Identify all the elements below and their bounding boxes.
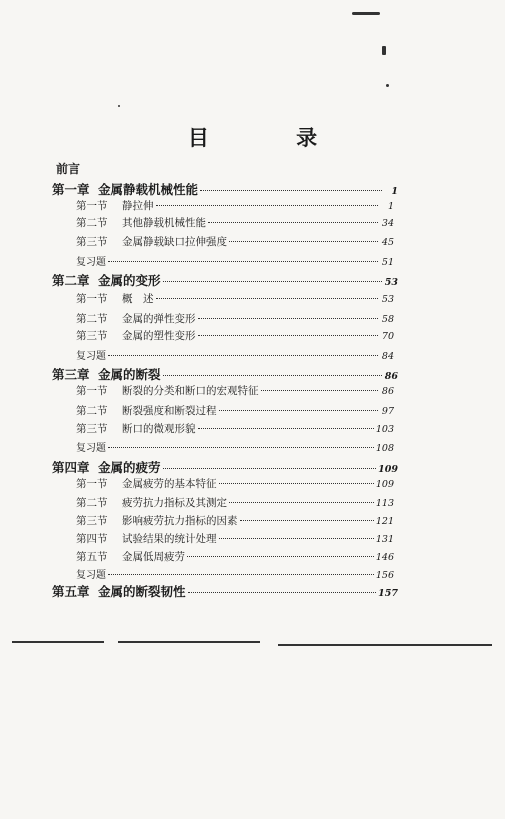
entry-title: 金属的断裂 (98, 367, 161, 382)
toc-section (76, 198, 394, 213)
toc-section (76, 549, 394, 564)
entry-title: 疲劳抗力指标及其测定 (122, 497, 227, 509)
dot-leader (188, 592, 377, 593)
dot-leader (163, 281, 382, 282)
page-number: 146 (375, 552, 394, 563)
toc-section (76, 234, 394, 249)
entry-number: 第一节 (76, 478, 108, 490)
entry-number: 第一节 (76, 385, 108, 397)
entry-number: 第一节 (76, 200, 108, 212)
page-number: 51 (381, 257, 394, 268)
entry-number: 第三节 (76, 423, 108, 435)
page-number: 1 (391, 186, 398, 197)
dot-leader (219, 410, 379, 411)
page-number: 70 (381, 331, 394, 342)
dot-leader (187, 556, 374, 557)
toc-section (76, 513, 394, 528)
dot-leader (198, 428, 374, 429)
entry-title: 概 述 (122, 293, 154, 305)
dot-leader (198, 318, 379, 319)
toc-chapter (52, 458, 398, 476)
dot-leader (219, 483, 374, 484)
dot-leader (108, 574, 374, 575)
dot-leader (156, 298, 379, 299)
dot-leader (108, 261, 378, 262)
toc-exercise (76, 347, 394, 362)
toc-exercise (76, 566, 394, 581)
entry-title: 断口的微观形貌 (122, 423, 196, 435)
page-number: 97 (381, 406, 394, 417)
entry-number: 第二节 (76, 313, 108, 325)
toc-exercise (76, 439, 394, 454)
entry-title: 静拉伸 (122, 200, 154, 212)
scan-speck (386, 84, 389, 87)
entry-number: 第三节 (76, 330, 108, 342)
entry-number: 第四节 (76, 533, 108, 545)
toc-exercise (76, 253, 394, 268)
entry-number: 第二节 (76, 497, 108, 509)
dot-leader (219, 538, 374, 539)
dot-leader (198, 335, 379, 336)
preface-entry: 前言 (56, 162, 81, 176)
divider-line (12, 641, 104, 643)
toc-section (76, 215, 394, 230)
toc-section (76, 531, 394, 546)
entry-title: 影响疲劳抗力指标的因素 (122, 515, 238, 527)
toc-section (76, 476, 394, 491)
dot-leader (163, 375, 382, 376)
dot-leader (208, 222, 378, 223)
entry-title: 复习题 (76, 443, 106, 454)
page-number: 1 (387, 201, 394, 212)
entry-number: 第四章 (52, 460, 90, 475)
page-number: 58 (381, 314, 394, 325)
dot-leader (108, 355, 378, 356)
dot-leader (200, 190, 382, 191)
dot-leader (261, 390, 379, 391)
entry-number: 第二节 (76, 217, 108, 229)
entry-title: 金属静载机械性能 (98, 182, 199, 197)
page-number: 84 (381, 351, 394, 362)
page-number: 45 (381, 237, 394, 248)
page-number: 109 (378, 464, 398, 475)
entry-title: 复习题 (76, 257, 106, 268)
toc-section (76, 403, 394, 418)
toc-section (76, 311, 394, 326)
entry-title: 金属的弹性变形 (122, 313, 196, 325)
entry-title: 试验结果的统计处理 (122, 533, 217, 545)
entry-number: 第三章 (52, 367, 90, 382)
dot-leader (229, 241, 378, 242)
toc-chapter (52, 365, 398, 383)
dot-leader (240, 520, 374, 521)
entry-title: 其他静载机械性能 (122, 217, 206, 229)
scan-speck (352, 12, 380, 15)
entry-number: 第一节 (76, 293, 108, 305)
dot-leader (156, 205, 379, 206)
toc-chapter (52, 271, 398, 289)
entry-title: 复习题 (76, 570, 106, 581)
toc-section (76, 495, 394, 510)
scan-speck (118, 105, 120, 107)
page-number: 121 (375, 516, 394, 527)
entry-title: 金属疲劳的基本特征 (122, 478, 217, 490)
page-number: 86 (381, 386, 394, 397)
page-number: 109 (375, 479, 394, 490)
entry-number: 第二章 (52, 273, 90, 288)
page-number: 157 (378, 588, 398, 599)
page-number: 113 (375, 498, 394, 509)
page-number: 86 (384, 371, 398, 382)
divider-line (118, 641, 260, 643)
entry-title: 金属静载缺口拉伸强度 (122, 236, 227, 248)
page-number: 108 (375, 443, 394, 454)
entry-title: 金属的断裂韧性 (98, 584, 186, 599)
dot-leader (108, 447, 374, 448)
dot-leader (229, 502, 374, 503)
entry-number: 第一章 (52, 182, 90, 197)
toc-section (76, 421, 394, 436)
entry-title: 金属的疲劳 (98, 460, 161, 475)
entry-number: 第三节 (76, 515, 108, 527)
entry-title: 断裂强度和断裂过程 (122, 405, 217, 417)
page-title: 目 录 (187, 125, 358, 150)
entry-number: 第二节 (76, 405, 108, 417)
toc-section (76, 291, 394, 306)
entry-title: 金属低周疲劳 (122, 551, 185, 563)
entry-title: 断裂的分类和断口的宏观特征 (122, 385, 259, 397)
toc-chapter (52, 582, 398, 600)
entry-number: 第五章 (52, 584, 90, 599)
scan-speck (382, 46, 386, 55)
page-number: 131 (375, 534, 394, 545)
page-number: 103 (375, 424, 394, 435)
toc-chapter (52, 180, 398, 198)
entry-number: 第三节 (76, 236, 108, 248)
entry-title: 复习题 (76, 351, 106, 362)
page-number: 53 (384, 277, 398, 288)
page-number: 156 (375, 570, 394, 581)
entry-number: 第五节 (76, 551, 108, 563)
page-number: 34 (381, 218, 394, 229)
entry-title: 金属的塑性变形 (122, 330, 196, 342)
dot-leader (163, 468, 377, 469)
toc-section (76, 328, 394, 343)
toc-section (76, 383, 394, 398)
divider-line (278, 644, 492, 646)
entry-title: 金属的变形 (98, 273, 161, 288)
page-number: 53 (381, 294, 394, 305)
